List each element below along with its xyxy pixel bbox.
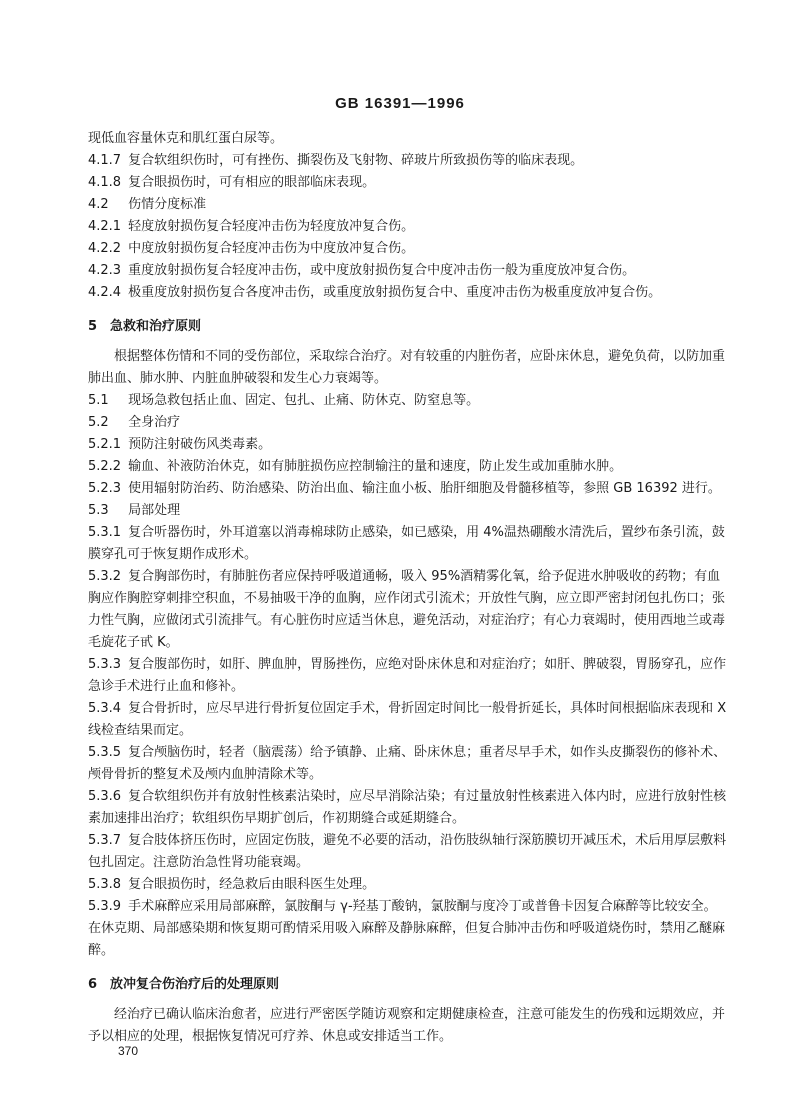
clause-text: 复合腹部伤时，如肝、脾血肿，胃肠挫伤，应绝对卧床休息和对症治疗；如肝、脾破裂，胃肠穿孔，应作急诊手术进行止血和修补。 bbox=[88, 657, 727, 694]
clause-text: 复合眼损伤时，可有相应的眼部临床表现。 bbox=[128, 175, 376, 190]
clause-number: 5.3 bbox=[88, 503, 109, 518]
clause-line bbox=[88, 896, 728, 962]
clause-number: 5.3.7 bbox=[88, 833, 122, 848]
clause-line bbox=[88, 874, 728, 896]
clause-text: 现场急救包括止血、固定、包扎、止痛、防休克、防窒息等。 bbox=[128, 393, 480, 408]
clause-number: 5.3.1 bbox=[88, 525, 122, 540]
clause-text: 局部处理 bbox=[128, 503, 181, 518]
clause-line bbox=[88, 566, 728, 654]
page-number: 370 bbox=[118, 1044, 139, 1058]
clause-line bbox=[88, 698, 728, 742]
section-6-text: 经治疗已确认临床治愈者，应进行严密医学随访观察和定期健康检查，注意可能发生的伤残和远期效应，并予以相应的处理，根据恢复情况可疗养、休息或安排适当工作。 bbox=[88, 1007, 726, 1044]
clause-text: 复合颅脑伤时，轻者（脑震荡）给予镇静、止痛、卧床休息；重者尽早手术，如作头皮撕裂伤的修补术、颅骨骨折的整复术及颅内血肿清除术等。 bbox=[88, 745, 727, 782]
clause-text: 复合眼损伤时，经急救后由眼科医生处理。 bbox=[128, 877, 376, 892]
clause-number: 4.2 bbox=[88, 197, 109, 212]
clause-text: 全身治疗 bbox=[128, 415, 181, 430]
clause-line bbox=[88, 522, 728, 566]
clause-number: 5.2.1 bbox=[88, 437, 122, 452]
clause-number: 4.2.4 bbox=[88, 285, 122, 300]
clause-line bbox=[88, 282, 728, 304]
clause-line bbox=[88, 456, 728, 478]
clause-text: 复合软组织伤并有放射性核素沾染时，应尽早消除沾染；有过量放射性核素进入体内时，应进行放射性核素加速排出治疗；软组织伤早期扩创后，作初期缝合或延期缝合。 bbox=[88, 789, 727, 826]
clause-text: 轻度放射损伤复合轻度冲击伤为轻度放冲复合伤。 bbox=[128, 219, 415, 234]
clause-line bbox=[88, 434, 728, 456]
section-5-items bbox=[88, 390, 728, 962]
section-4-lines bbox=[88, 128, 728, 304]
clause-text: 复合肢体挤压伤时，应固定伤肢，避免不必要的活动，沿伤肢纵轴行深筋膜切开减压术，术后用厚层敷料包扎固定。注意防治急性肾功能衰竭。 bbox=[88, 833, 727, 870]
section-6-title: 6 放冲复合伤治疗后的处理原则 bbox=[88, 977, 280, 992]
clause-text: 复合听器伤时，外耳道塞以消毒棉球防止感染，如已感染，用 4%温热硼酸水清洗后，置纱布条引流，鼓膜穿孔可于恢复期作成形术。 bbox=[88, 525, 725, 562]
clause-line bbox=[88, 830, 728, 874]
clause-number: 4.2.1 bbox=[88, 219, 122, 234]
clause-text: 手术麻醉应采用局部麻醉，氯胺酮与 γ-羟基丁酸钠，氯胺酮与度冷丁或普鲁卡因复合麻醉等比较安全。在休克期、局部感染期和恢复期可酌情采用吸入麻醉及静脉麻醉，但复合肺冲击伤和呼吸道烧伤时，禁用乙醚麻醉。 bbox=[88, 899, 726, 958]
clause-text: 复合胸部伤时，有肺脏伤者应保持呼吸道通畅，吸入 95%酒精雾化氧，给予促进水肿吸收的药物；有血胸应作胸腔穿刺排空积血，不易抽吸干净的血胸，应作闭式引流术；开放性气胸，应立即严密封闭包扎伤口；张力性气胸，应做闭式引流排气。有心脏伤时应适当休息，避免活动，对症治疗；有心力衰竭时，使用西地兰或毒毛旋花子甙 K。 bbox=[88, 569, 726, 650]
document-body bbox=[88, 128, 728, 1048]
clause-line bbox=[88, 500, 728, 522]
clause-number: 4.1.8 bbox=[88, 175, 122, 190]
clause-line bbox=[88, 390, 728, 412]
clause-number: 5.3.9 bbox=[88, 899, 122, 914]
clause-number: 5.1 bbox=[88, 393, 109, 408]
clause-text: 输血、补液防治休克，如有肺脏损伤应控制输注的量和速度，防止发生或加重肺水肿。 bbox=[128, 459, 623, 474]
clause-text: 复合骨折时，应尽早进行骨折复位固定手术，骨折固定时间比一般骨折延长，具体时间根据临床表现和 X 线检查结果而定。 bbox=[88, 701, 727, 738]
clause-line bbox=[88, 654, 728, 698]
clause-text: 极重度放射损伤复合各度冲击伤，或重度放射损伤复合中、重度冲击伤为极重度放冲复合伤。 bbox=[128, 285, 662, 300]
section-5-intro: 根据整体伤情和不同的受伤部位，采取综合治疗。对有较重的内脏伤者，应卧床休息，避免负荷，以防加重肺出血、肺水肿、内脏血肿破裂和发生心力衰竭等。 bbox=[88, 349, 726, 386]
clause-line bbox=[88, 128, 728, 150]
clause-number: 5.3.5 bbox=[88, 745, 122, 760]
clause-number: 5.2.2 bbox=[88, 459, 122, 474]
clause-line bbox=[88, 742, 728, 786]
clause-number: 5.3.6 bbox=[88, 789, 122, 804]
clause-number: 4.2.2 bbox=[88, 241, 122, 256]
clause-text: 现低血容量休克和肌红蛋白尿等。 bbox=[88, 131, 284, 146]
section-5-title: 5 急救和治疗原则 bbox=[88, 319, 202, 334]
clause-number: 5.2 bbox=[88, 415, 109, 430]
clause-line bbox=[88, 216, 728, 238]
clause-text: 预防注射破伤风类毒素。 bbox=[128, 437, 272, 452]
clause-number: 5.3.2 bbox=[88, 569, 122, 584]
standard-number-header: GB 16391—1996 bbox=[335, 95, 465, 112]
clause-text: 中度放射损伤复合轻度冲击伤为中度放冲复合伤。 bbox=[128, 241, 415, 256]
clause-line bbox=[88, 478, 728, 500]
clause-number: 4.1.7 bbox=[88, 153, 122, 168]
clause-line bbox=[88, 150, 728, 172]
clause-number: 5.2.3 bbox=[88, 481, 122, 496]
clause-line bbox=[88, 786, 728, 830]
clause-line bbox=[88, 194, 728, 216]
clause-text: 重度放射损伤复合轻度冲击伤，或中度放射损伤复合中度冲击伤一般为重度放冲复合伤。 bbox=[128, 263, 636, 278]
clause-text: 伤情分度标准 bbox=[128, 197, 207, 212]
clause-line bbox=[88, 260, 728, 282]
clause-number: 5.3.3 bbox=[88, 657, 122, 672]
clause-number: 5.3.8 bbox=[88, 877, 122, 892]
clause-text: 使用辐射防治药、防治感染、防治出血、输注血小板、胎肝细胞及骨髓移植等，参照 GB 16392 进行。 bbox=[128, 481, 721, 496]
clause-number: 4.2.3 bbox=[88, 263, 122, 278]
clause-line bbox=[88, 412, 728, 434]
clause-number: 5.3.4 bbox=[88, 701, 122, 716]
clause-text: 复合软组织伤时，可有挫伤、撕裂伤及飞射物、碎玻片所致损伤等的临床表现。 bbox=[128, 153, 584, 168]
clause-line bbox=[88, 172, 728, 194]
clause-line bbox=[88, 238, 728, 260]
